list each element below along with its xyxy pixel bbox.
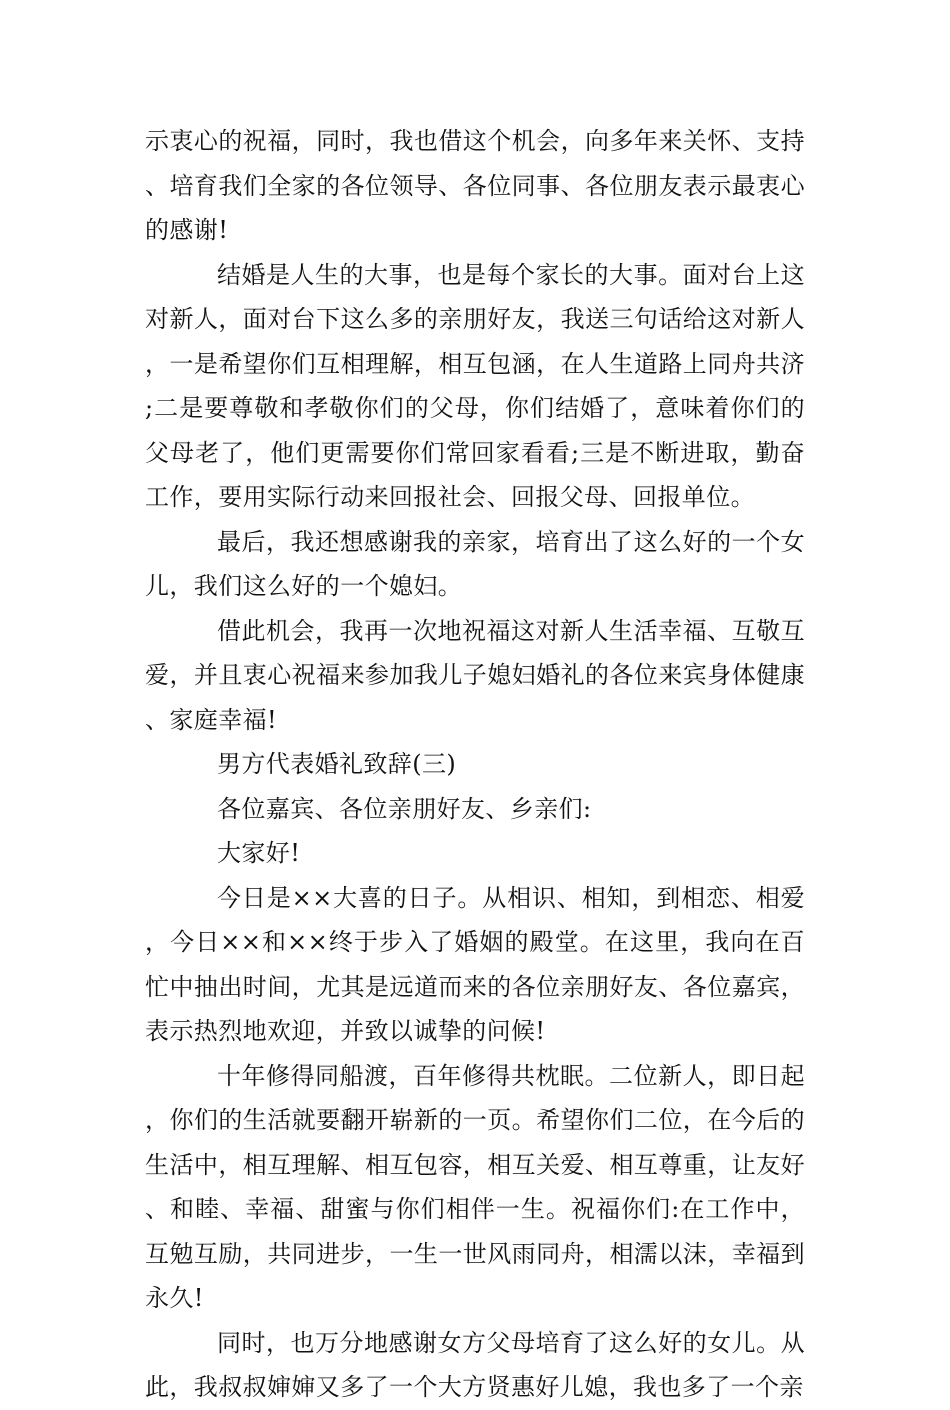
paragraph: 今日是××大喜的日子。从相识、相知，到相恋、相爱，今日××和××终于步入了婚姻的殿堂。在这里，我向在百忙中抽出时间，尤其是远道而来的各位亲朋好友、各位嘉宾，表示热烈地欢迎，并致以诚挚的问候! [145, 883, 805, 1045]
paragraph: 借此机会，我再一次地祝福这对新人生活幸福、互敬互爱，并且衷心祝福来参加我儿子媳妇婚礼的各位来宾身体健康、家庭幸福! [145, 616, 805, 734]
section-heading: 男方代表婚礼致辞(三) [217, 750, 457, 778]
paragraph: 结婚是人生的大事，也是每个家长的大事。面对台上这对新人，面对台下这么多的亲朋好友，我送三句话给这对新人，一是希望你们互相理解，相互包涵，在人生道路上同舟共济;二是要尊敬和孝敬你们的父母，你们结婚了，意味着你们的父母老了，他们更需要你们常回家看看;三是不断进取，勤奋工作，要用实际行动来回报社会、回报父母、回报单位。 [145, 260, 805, 511]
paragraph: 示衷心的祝福，同时，我也借这个机会，向多年来关怀、支持、培育我们全家的各位领导、各位同事、各位朋友表示最衷心的感谢! [145, 127, 805, 244]
paragraph: 同时，也万分地感谢女方父母培育了这么好的女儿。从此，我叔叔婶婶又多了一个大方贤惠好儿媳，我也多了一个亲 [145, 1328, 805, 1401]
paragraph: 十年修得同船渡，百年修得共枕眠。二位新人，即日起，你们的生活就要翻开崭新的一页。希望你们二位，在今后的生活中，相互理解、相互包容，相互关爱、相互尊重，让友好、和睦、幸福、甜蜜与你们相伴一生。祝福你们:在工作中，互勉互励，共同进步，一生一世风雨同舟，相濡以沫，幸福到永久! [145, 1061, 805, 1312]
document-body [145, 119, 805, 1410]
paragraph: 最后，我还想感谢我的亲家，培育出了这么好的一个女儿，我们这么好的一个媳妇。 [145, 527, 805, 600]
salutation: 各位嘉宾、各位亲朋好友、乡亲们: [217, 794, 592, 823]
greeting: 大家好! [217, 839, 301, 867]
